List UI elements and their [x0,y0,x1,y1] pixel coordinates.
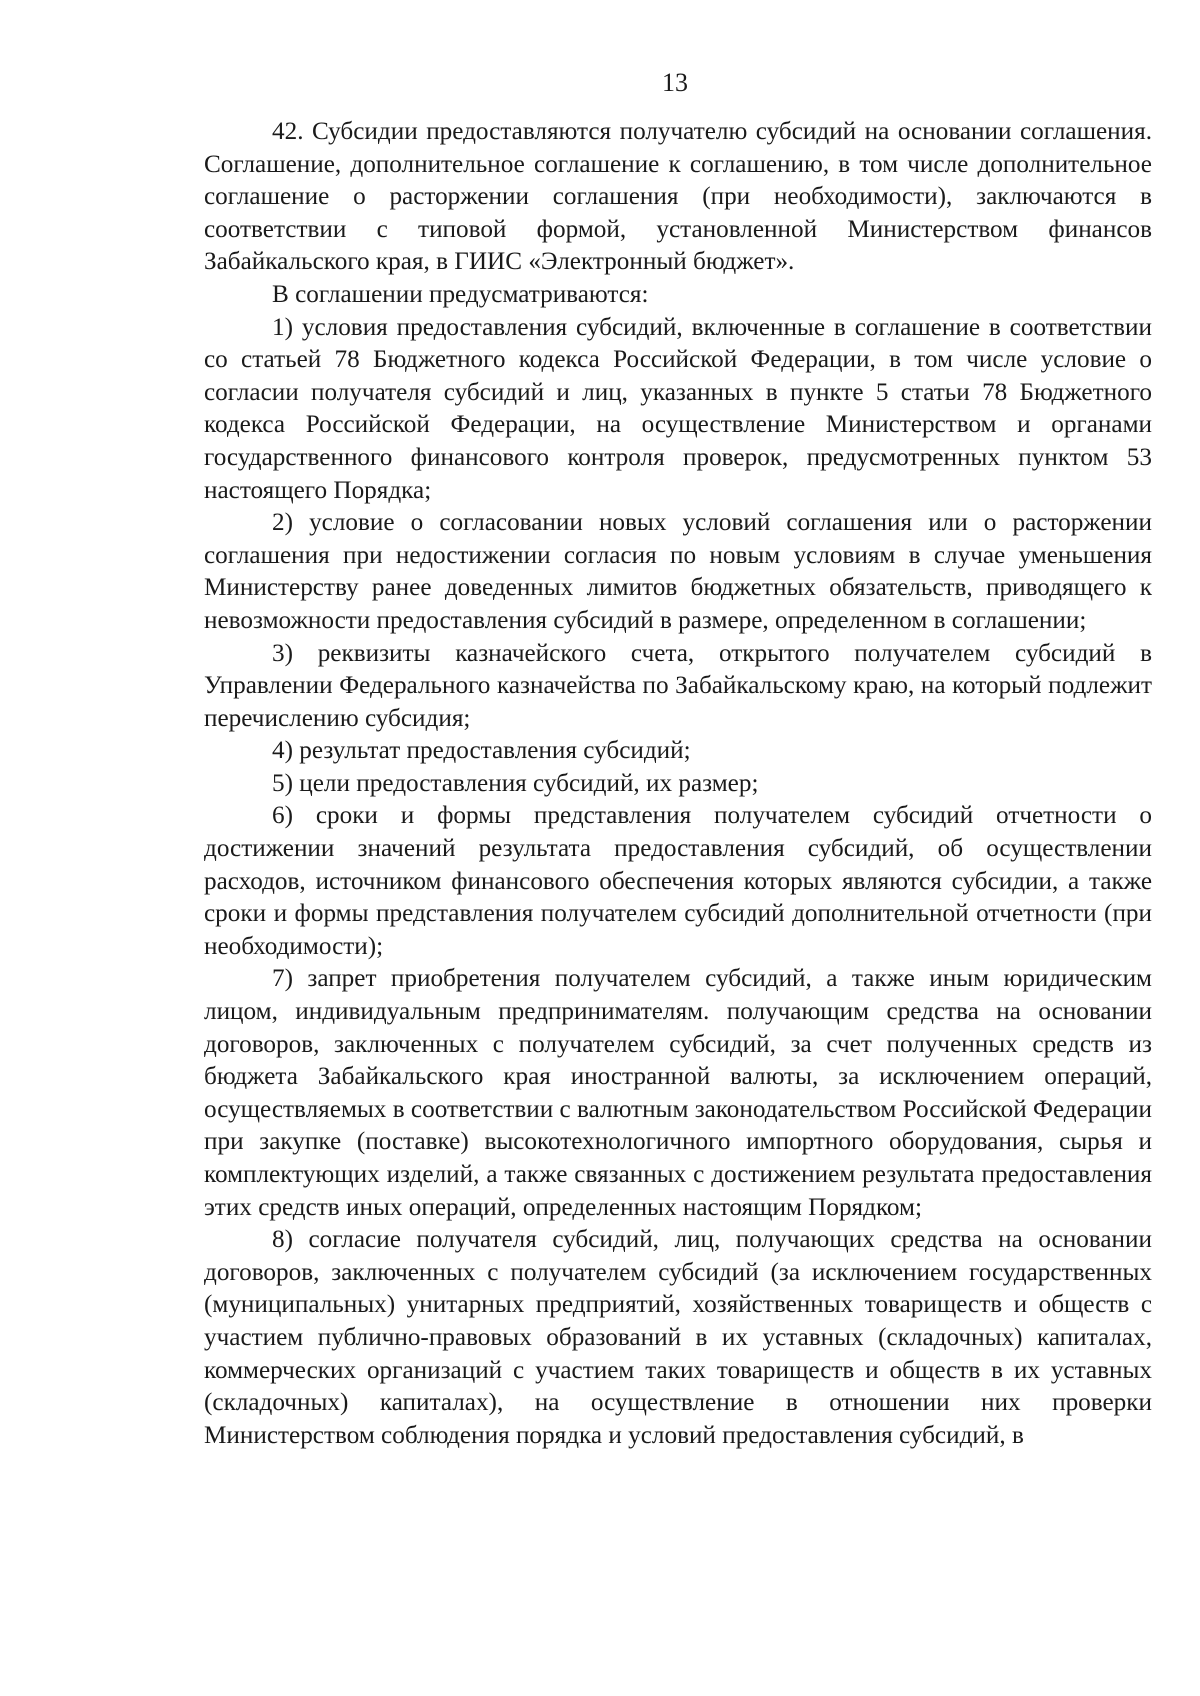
paragraph-42-subsidy-agreement: 42. Субсидии предоставляются получателю субсидий на основании соглашения. Соглашение, дополнительное соглашение к соглашению, в том числе дополнительное соглашение о расторжении соглашения (при необходимости), заключаются в соответствии с типовой формой, установленной Министерством финансов Забайкальского края, в ГИИС «Электронный бюджет». [204,118,1152,276]
list-item-8-consent: 8) согласие получателя субсидий, лиц, получающих средства на основании договоров, заключенных с получателем субсидий (за исключением государственных (муниципальных) унитарных предприятий, хозяйственных товариществ и обществ с участием публично-правовых образований в их уставных (складочных) капиталах, коммерческих организаций с участием таких товариществ и обществ в их уставных (складочных) капиталах), на осуществление в отношении них проверки Министерством соблюдения порядка и условий предоставления субсидий, в [204,1226,1152,1449]
list-item-2-new-conditions: 2) условие о согласовании новых условий соглашения или о расторжении соглашения при недостижении согласия по новым условиям в случае уменьшения Министерству ранее доведенных лимитов бюджетных обязательств, приводящего к невозможности предоставления субсидий в размере, определенном в соглашении; [204,509,1152,634]
document-body [204,116,1152,1452]
list-item-3-treasury-account: 3) реквизиты казначейского счета, открытого получателем субсидий в Управлении Федерального казначейства по Забайкальскому краю, на который подлежит перечислению субсидия; [204,639,1152,732]
list-item-5-goals: 5) цели предоставления субсидий, их размер; [272,769,759,797]
page-number: 13 [662,68,688,97]
list-item-4-result: 4) результат предоставления субсидий; [272,737,691,765]
list-item-1-conditions: 1) условия предоставления субсидий, включенные в соглашение в соответствии со статьей 78 Бюджетного кодекса Российской Федерации, в том числе условие о согласии получателя субсидий и лиц, указанных в пункте 5 статьи 78 Бюджетного кодекса Российской Федерации, на осуществление Министерством и органами государственного финансового контроля проверок, предусмотренных пунктом 53 настоящего Порядка; [204,313,1152,504]
list-item-7-currency-ban: 7) запрет приобретения получателем субсидий, а также иным юридическим лицом, индивидуальным предпринимателям. получающим средства на основании договоров, заключенных с получателем субсидий, за счет полученных средств из бюджета Забайкальского края иностранной валюты, за исключением операций, осуществляемых в соответствии с валютным законодательством Российской Федерации при закупке (поставке) высокотехнологичного импортного оборудования, сырья и комплектующих изделий, а также связанных с достижением результата предоставления этих средств иных операций, определенных настоящим Порядком; [204,965,1152,1221]
paragraph-agreement-provisions: В соглашении предусматриваются: [272,280,649,308]
list-item-6-reporting: 6) сроки и формы представления получателем субсидий отчетности о достижении значений результата предоставления субсидий, об осуществлении расходов, источником финансового обеспечения которых являются субсидии, а также сроки и формы представления получателем субсидий дополнительной отчетности (при необходимости); [204,802,1152,960]
